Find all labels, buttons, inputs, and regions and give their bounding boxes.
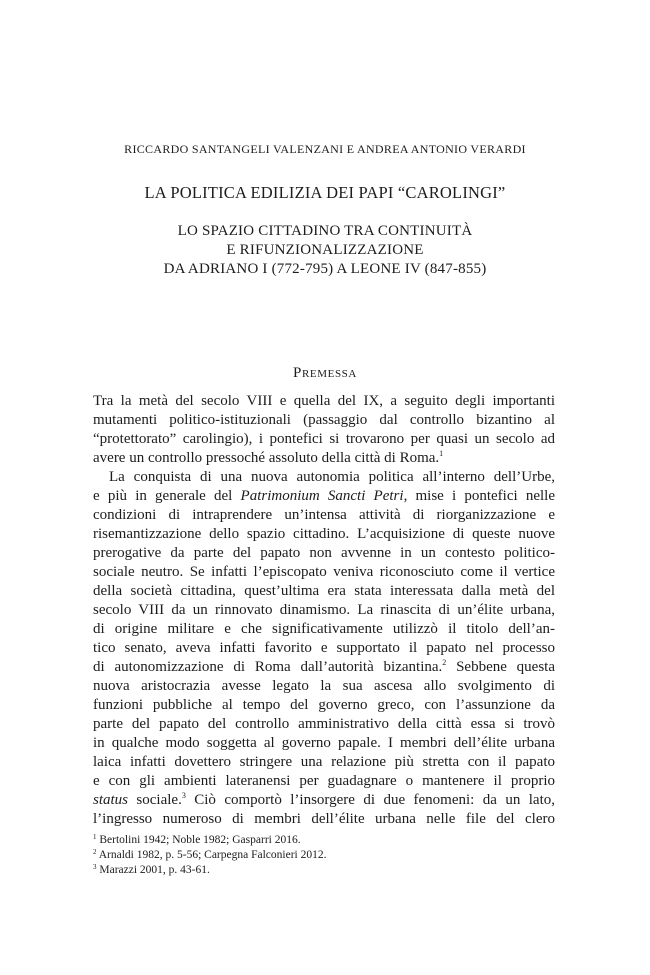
text-span: funzioni pubbliche al tempo del governo greco, con l’assunzione da bbox=[93, 697, 555, 713]
text-line bbox=[93, 582, 555, 601]
text-line bbox=[93, 715, 555, 734]
text-line bbox=[93, 734, 555, 753]
text-line bbox=[93, 487, 555, 506]
text-span: della società cittadina, quest’ultima era stata interessata dalla metà del bbox=[93, 583, 555, 599]
running-header-authors: RICCARDO SANTANGELI VALENZANI E ANDREA ANTONIO VERARDI bbox=[124, 142, 526, 156]
text-span: sociale. bbox=[128, 792, 182, 808]
text-line bbox=[93, 411, 555, 430]
footnotes bbox=[93, 833, 555, 878]
text-span: mutamenti politico-istituzionali (passaggio dal controllo bizantino al bbox=[93, 412, 555, 428]
text-line bbox=[93, 544, 555, 563]
italic-text: Patrimonium Sancti Petri bbox=[240, 488, 404, 504]
footnote-number: 1 bbox=[93, 833, 97, 841]
text-line bbox=[93, 620, 555, 639]
text-line bbox=[93, 563, 555, 582]
italic-text: status bbox=[93, 792, 129, 808]
text-line bbox=[93, 468, 555, 487]
text-span: di autonomizzazione di Roma dall’autorità bizantina. bbox=[93, 659, 443, 675]
text-line bbox=[93, 791, 555, 810]
footnote-number: 3 bbox=[93, 863, 97, 871]
subtitle-line: DA ADRIANO I (772-795) A LEONE IV (847-855) bbox=[163, 261, 487, 277]
text-span: Ciò comportò l’insorgere di due fenomeni: da un lato, bbox=[185, 792, 555, 808]
text-span: di origine militare e che significativamente utilizzò il titolo dell’an- bbox=[93, 621, 555, 637]
footnote bbox=[93, 833, 555, 848]
footnote-text: Bertolini 1942; Noble 1982; Gasparri 2016. bbox=[99, 834, 301, 846]
text-line bbox=[93, 810, 555, 829]
article-title: LA POLITICA EDILIZIA DEI PAPI “CAROLINGI” bbox=[144, 183, 506, 202]
text-line bbox=[93, 449, 555, 468]
text-span: sociale neutro. Se infatti l’episcopato veniva riconosciuto come il vertice bbox=[93, 564, 555, 580]
text-span: Sebbene questa bbox=[446, 659, 556, 675]
text-line bbox=[93, 677, 555, 696]
text-span: tico senato, aveva infatti favorito e supportato il papato nel processo bbox=[93, 640, 555, 656]
text-span: “protettorato” carolingio), i pontefici si trovarono per quasi un secolo ad bbox=[93, 431, 555, 447]
text-span: laica infatti dovettero stringere una relazione più stretta con il papato bbox=[93, 754, 555, 770]
text-line bbox=[93, 525, 555, 544]
text-span: secolo VIII da un rinnovato dinamismo. La rinascita di un’élite urbana, bbox=[93, 602, 555, 618]
text-line bbox=[93, 696, 555, 715]
text-span: La conquista di una nuova autonomia politica all’interno dell’Urbe, bbox=[109, 469, 555, 485]
footnote bbox=[93, 848, 555, 863]
text-span: parte del papato del controllo amministrativo della città essa si trovò bbox=[93, 716, 555, 732]
text-span: in qualche modo soggetta al governo papale. I membri dell’élite urbana bbox=[93, 735, 555, 751]
footnote-text: Arnaldi 1982, p. 5-56; Carpegna Falconieri 2012. bbox=[98, 849, 327, 861]
footnote-text: Marazzi 2001, p. 43-61. bbox=[99, 864, 210, 876]
footnote bbox=[93, 863, 555, 878]
text-span: e più in generale del bbox=[93, 488, 241, 504]
article-subtitle bbox=[0, 222, 650, 279]
text-line bbox=[93, 601, 555, 620]
text-span: condizioni di intraprendere un’intensa attività di riorganizzazione e bbox=[93, 507, 555, 523]
text-line bbox=[93, 772, 555, 791]
footnote-ref[interactable]: 1 bbox=[439, 449, 444, 458]
text-line bbox=[93, 430, 555, 449]
text-span: , mise i pontefici nelle bbox=[403, 488, 556, 504]
text-span: prerogative da parte del papato non avvenne in un contesto politico- bbox=[93, 545, 555, 561]
footnote-ref[interactable]: 2 bbox=[442, 658, 447, 667]
text-span: Tra la metà del secolo VIII e quella del IX, a seguito degli importanti bbox=[93, 393, 555, 409]
section-heading: Premessa bbox=[293, 365, 357, 381]
subtitle-line: E RIFUNZIONALIZZAZIONE bbox=[226, 242, 424, 258]
text-line bbox=[93, 639, 555, 658]
text-span: e con gli ambienti lateranensi per guadagnare o mantenere il proprio bbox=[93, 773, 555, 789]
text-line bbox=[93, 506, 555, 525]
text-line bbox=[93, 753, 555, 772]
text-span: l’ingresso numeroso di membri dell’élite urbana nelle file del clero bbox=[93, 811, 555, 827]
text-span: avere un controllo pressoché assoluto della città di Roma. bbox=[93, 450, 440, 466]
footnote-ref[interactable]: 3 bbox=[181, 791, 186, 800]
subtitle-line: LO SPAZIO CITTADINO TRA CONTINUITÀ bbox=[177, 223, 473, 239]
footnote-number: 2 bbox=[93, 848, 97, 856]
text-line bbox=[93, 658, 555, 677]
text-span: nuova aristocrazia avesse legato la sua ascesa allo svolgimento di bbox=[93, 678, 555, 694]
text-span: risemantizzazione dello spazio cittadino. L’acquisizione di queste nuove bbox=[93, 526, 555, 542]
text-line bbox=[93, 392, 555, 411]
body-text bbox=[93, 392, 555, 829]
